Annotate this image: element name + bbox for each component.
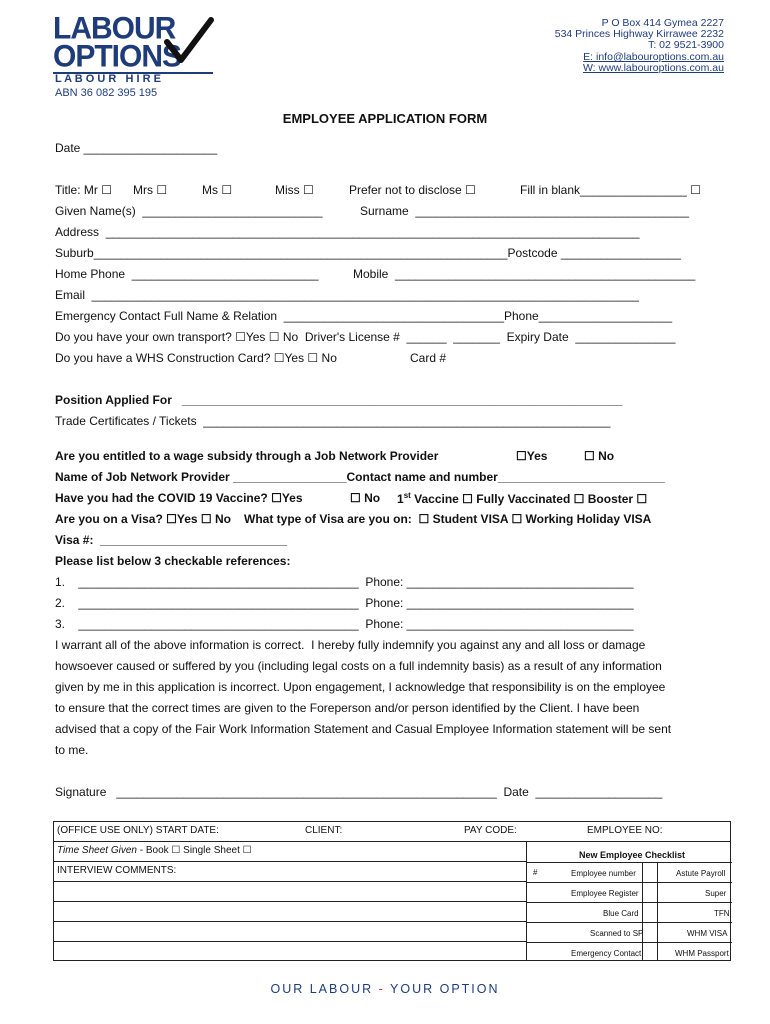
wage-subsidy-question: Are you entitled to a wage subsidy through a Job Network Provider bbox=[55, 449, 439, 463]
pay-code-label: PAY CODE: bbox=[464, 825, 517, 836]
checklist-employee-register: Employee Register bbox=[571, 889, 639, 898]
covid-vaccine-status-checkboxes[interactable] bbox=[397, 491, 647, 506]
date-field[interactable]: Date ____________________ bbox=[55, 141, 218, 155]
checklist-blue-card: Blue Card bbox=[603, 909, 639, 918]
covid-vaccine-yes-checkbox[interactable]: Have you had the COVID 19 Vaccine? ☐Yes bbox=[55, 491, 303, 505]
title-mrs-checkbox[interactable]: Mrs ☐ bbox=[133, 183, 168, 197]
title-miss-checkbox[interactable]: Miss ☐ bbox=[275, 183, 314, 197]
checklist-divider bbox=[527, 922, 732, 923]
mobile-field[interactable]: Mobile _____________________________________________ bbox=[353, 267, 696, 281]
given-names-field[interactable]: Given Name(s) ___________________________ bbox=[55, 204, 323, 218]
subsidy-yes-checkbox[interactable]: ☐Yes bbox=[516, 449, 548, 463]
signature-date-field[interactable]: Signature _________________________________________________________ Date ___________________ bbox=[55, 785, 663, 799]
warrant-paragraph-line-4: to ensure that the correct times are given to the Foreperson and/or person identified by the Client. I have been bbox=[55, 701, 640, 715]
timesheet-given-checkboxes[interactable] bbox=[57, 845, 252, 856]
contact-address: 534 Princes Highway Kirrawee 2232 bbox=[554, 28, 724, 40]
comment-line-4[interactable] bbox=[54, 942, 526, 962]
employee-no-label: EMPLOYEE NO: bbox=[587, 825, 663, 836]
checklist-employee-number: Employee number bbox=[571, 869, 636, 878]
suburb-postcode-field[interactable]: Suburb______________________________________________________________Postcode __________________ bbox=[55, 246, 681, 260]
title-fill-in-field[interactable]: Fill in blank________________ ☐ bbox=[520, 183, 701, 197]
form-title: EMPLOYEE APPLICATION FORM bbox=[282, 111, 488, 126]
position-applied-field[interactable]: Position Applied For __________________________________________________________________ bbox=[55, 393, 623, 407]
reference-3-field[interactable]: 3. __________________________________________ Phone: __________________________________ bbox=[55, 617, 634, 631]
checkmark-icon bbox=[161, 16, 215, 68]
checklist-tfn: TFN bbox=[714, 909, 730, 918]
contact-po-box: P O Box 414 Gymea 2227 bbox=[601, 17, 724, 29]
home-phone-field[interactable]: Home Phone ____________________________ bbox=[55, 267, 319, 281]
title-mr-checkbox[interactable]: Title: Mr ☐ bbox=[55, 183, 112, 197]
logo-text-options: OPTIONS bbox=[53, 39, 182, 74]
checklist-divider bbox=[527, 942, 732, 943]
footer-left: OUR LABOUR bbox=[270, 982, 374, 996]
trade-certificates-field[interactable]: Trade Certificates / Tickets _____________________________________________________________ bbox=[55, 414, 611, 428]
abn-number: ABN 36 082 395 195 bbox=[55, 87, 158, 99]
job-network-provider-field[interactable]: Name of Job Network Provider _________________Contact name and number_________________________ bbox=[55, 470, 665, 484]
covid-vaccine-no-checkbox[interactable]: ☐ No bbox=[350, 491, 381, 505]
footer-tagline bbox=[0, 982, 770, 996]
contact-web-link[interactable]: W: www.labouroptions.com.au bbox=[582, 62, 724, 74]
footer-dash: - bbox=[373, 982, 391, 996]
checklist-whm-visa: WHM VISA bbox=[687, 929, 728, 938]
visa-type-checkboxes[interactable]: What type of Visa are you on: ☐ Student VISA ☐ Working Holiday VISA bbox=[244, 512, 652, 526]
checklist-hash: # bbox=[533, 868, 538, 877]
timesheet-options: - Book ☐ Single Sheet ☐ bbox=[136, 845, 252, 856]
checklist-emergency-contact: Emergency Contact bbox=[571, 949, 642, 958]
surname-field[interactable]: Surname _________________________________________ bbox=[360, 204, 689, 218]
checklist-divider bbox=[527, 882, 732, 883]
checklist-col-divider bbox=[642, 862, 643, 961]
visa-number-field[interactable]: Visa #: ____________________________ bbox=[55, 533, 288, 547]
new-employee-checklist bbox=[526, 842, 732, 961]
vaccine-options: Vaccine ☐ Fully Vaccinated ☐ Booster ☐ bbox=[410, 492, 648, 506]
checklist-scanned-to-sp: Scanned to SP bbox=[590, 929, 644, 938]
interview-comments-row[interactable] bbox=[54, 862, 526, 882]
warrant-paragraph-line-2: howsoever caused or suffered by you (including legal costs on a full indemnity basis) as a result of any information bbox=[55, 659, 662, 673]
subsidy-no-checkbox[interactable]: ☐ No bbox=[584, 449, 615, 463]
warrant-paragraph-line-1: I warrant all of the above information is correct. I hereby fully indemnify you against any and all loss or damage bbox=[55, 638, 646, 652]
title-prefer-not-checkbox[interactable]: Prefer not to disclose ☐ bbox=[349, 183, 476, 197]
emergency-contact-field[interactable]: Emergency Contact Full Name & Relation _________________________________Phone____________________ bbox=[55, 309, 673, 323]
checklist-divider bbox=[527, 902, 732, 903]
client-label: CLIENT: bbox=[305, 825, 343, 836]
comment-line-3[interactable] bbox=[54, 922, 526, 942]
logo-text-labour-hire: L A B O U R H I R E bbox=[55, 73, 161, 85]
checklist-divider bbox=[527, 862, 732, 863]
reference-2-field[interactable]: 2. __________________________________________ Phone: __________________________________ bbox=[55, 596, 634, 610]
warrant-paragraph-line-5: advised that a copy of the Fair Work Information Statement and Casual Employee Information statement will be sent bbox=[55, 722, 672, 736]
company-logo bbox=[53, 11, 215, 86]
comment-line-2[interactable] bbox=[54, 902, 526, 922]
first-label: 1 bbox=[397, 492, 404, 506]
checklist-whm-passport: WHM Passport bbox=[675, 949, 729, 958]
checklist-col-divider bbox=[657, 862, 658, 961]
first-superscript: st bbox=[403, 491, 411, 500]
address-field[interactable]: Address ________________________________________________________________________________ bbox=[55, 225, 640, 239]
office-use-table bbox=[53, 821, 731, 961]
transport-license-field[interactable]: Do you have your own transport? ☐Yes ☐ No Driver's License # ______ _______ Expiry Date _______________ bbox=[55, 330, 676, 344]
warrant-paragraph-line-3: given by me in this application is incorrect. Upon engagement, I acknowledge that responsibility is on the employee bbox=[55, 680, 666, 694]
timesheet-row[interactable] bbox=[54, 842, 526, 862]
warrant-paragraph-line-6: to me. bbox=[55, 743, 89, 757]
interview-comments-label: INTERVIEW COMMENTS: bbox=[57, 865, 177, 876]
contact-email-link[interactable]: E: info@labouroptions.com.au bbox=[583, 51, 724, 63]
reference-1-field[interactable]: 1. __________________________________________ Phone: __________________________________ bbox=[55, 575, 634, 589]
checklist-super: Super bbox=[705, 889, 727, 898]
card-number-field[interactable]: Card # bbox=[410, 351, 447, 365]
checklist-astute-payroll: Astute Payroll bbox=[676, 869, 726, 878]
comment-line-1[interactable] bbox=[54, 882, 526, 902]
title-ms-checkbox[interactable]: Ms ☐ bbox=[202, 183, 233, 197]
references-heading: Please list below 3 checkable references: bbox=[55, 554, 291, 568]
start-date-label: (OFFICE USE ONLY) START DATE: bbox=[57, 825, 219, 836]
whs-card-checkbox[interactable]: Do you have a WHS Construction Card? ☐Yes ☐ No bbox=[55, 351, 337, 365]
timesheet-label: Time Sheet Given bbox=[57, 845, 137, 856]
logo-text-labour: LABOUR bbox=[53, 11, 176, 46]
visa-yes-no-checkbox[interactable]: Are you on a Visa? ☐Yes ☐ No bbox=[55, 512, 232, 526]
checklist-title: New Employee Checklist bbox=[579, 850, 686, 860]
footer-right: YOUR OPTION bbox=[390, 982, 500, 996]
office-header-row bbox=[54, 822, 730, 842]
email-field[interactable]: Email __________________________________________________________________________________ bbox=[55, 288, 639, 302]
contact-phone: T: 02 9521-3900 bbox=[648, 39, 724, 51]
